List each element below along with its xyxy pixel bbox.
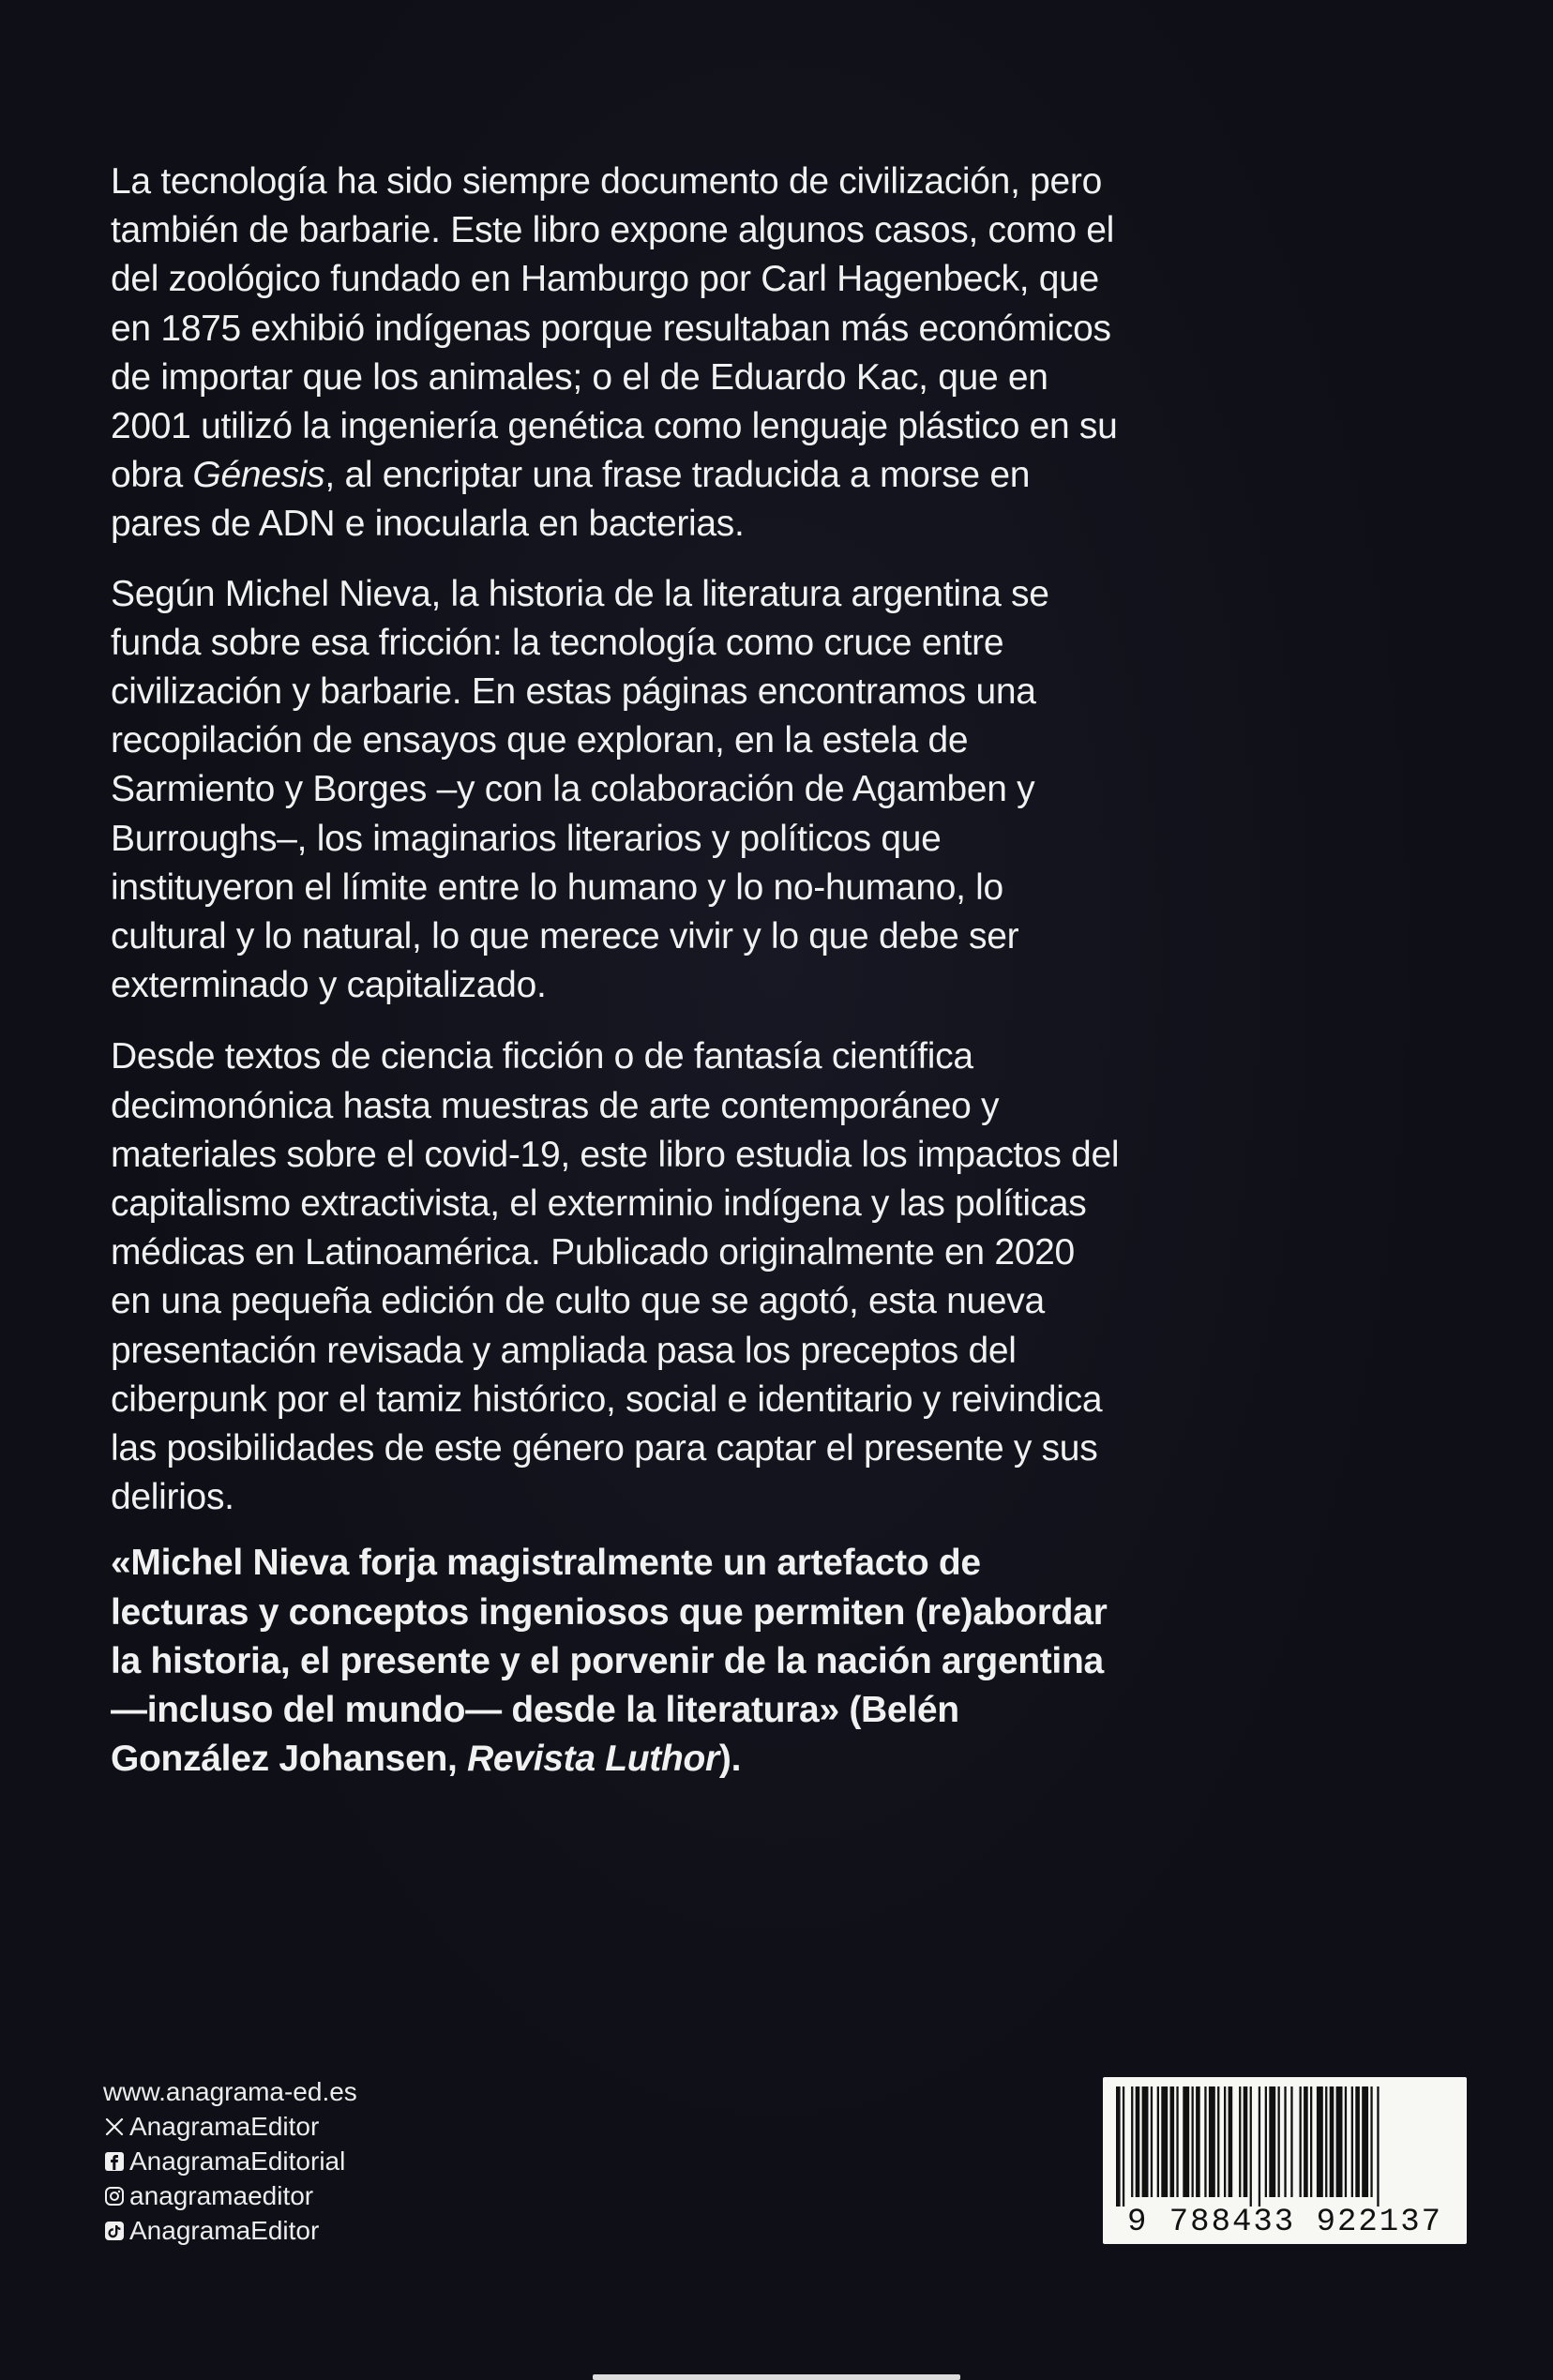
publisher-links (103, 2074, 357, 2248)
barcode-bar (1176, 2086, 1178, 2197)
blurb-paragraph (111, 158, 1123, 550)
barcode-bar (1244, 2086, 1248, 2197)
barcode-bar (1183, 2086, 1189, 2197)
review-quote (111, 1539, 1123, 1784)
barcode-bar (1239, 2086, 1241, 2197)
social-link-tiktok[interactable] (103, 2213, 357, 2248)
barcode-bar (1377, 2086, 1379, 2207)
back-cover-blurb (111, 158, 1123, 1803)
barcode-bar (1157, 2086, 1159, 2197)
barcode-bar (1142, 2086, 1149, 2197)
social-handle[interactable]: AnagramaEditor (129, 2216, 320, 2245)
blurb-paragraph: Desde textos de ciencia ficción o de fantasía científica decimonónica hasta muestras de arte contemporáneo y materiales sobre el covid-19, este libro estudia los impactos del capitalismo extractivista, el exterminio indígena y las políticas médicas en Latinoamérica. Publicado originalmente en 2020 en una pequeña edición de culto que se agotó, esta nueva presentación revisada y ampliada pasa los preceptos del ciberpunk por el tamiz histórico, social e identitario y reivindica las posibilidades de este género para captar el presente y sus delirios. (111, 1036, 1120, 1518)
barcode-bar (1351, 2086, 1353, 2197)
social-link-facebook[interactable] (103, 2144, 357, 2178)
barcode-bar (1151, 2086, 1153, 2197)
quote-text: «Michel Nieva forja magistralmente un artefacto de lecturas y conceptos ingeniosos que permiten (re)abordar la historia, el presente y el porvenir de la nación argentina —incluso del mundo— desde la literatura» (Belén González Johansen, (111, 1543, 1108, 1780)
barcode-bar (1259, 2086, 1260, 2207)
barcode-bar (1116, 2086, 1121, 2207)
barcode-bar (1300, 2086, 1302, 2197)
bottom-edge-mark (593, 2374, 960, 2380)
blurb-paragraph: Según Michel Nieva, la historia de la literatura argentina se funda sobre esa fricción: la tecnología como cruce entre civilización y barbarie. En estas páginas encontramos una recopilación de ensayos que exploran, en la estela de Sarmiento y Borges –y con la colaboración de Agamben y Burroughs–, los imaginarios literarios y políticos que instituyeron el límite entre lo humano y lo no-humano, lo cultural y lo natural, lo que merece vivir y lo que debe ser exterminado y capitalizado. (111, 573, 1049, 1006)
barcode-bar (1209, 2086, 1215, 2197)
barcode-bar (1196, 2086, 1200, 2197)
social-handle[interactable]: AnagramaEditor (129, 2112, 320, 2141)
barcode-bar (1317, 2086, 1323, 2197)
barcode-bar (1161, 2086, 1168, 2197)
barcode-bar (1290, 2086, 1292, 2197)
barcode-bar (1131, 2086, 1133, 2197)
barcode-bar (1204, 2086, 1206, 2197)
publication-title: Revista Luthor (467, 1739, 719, 1780)
tiktok-icon (103, 2220, 126, 2242)
social-handle[interactable]: AnagramaEditorial (129, 2147, 346, 2176)
barcode-bar (1269, 2086, 1275, 2197)
barcode-bar (1325, 2086, 1327, 2197)
barcode-bar (1310, 2086, 1312, 2197)
barcode-bar (1355, 2086, 1360, 2197)
barcode-bar (1362, 2086, 1368, 2197)
barcode-bar (1192, 2086, 1194, 2197)
barcode-bar (1330, 2086, 1334, 2197)
quote-text: ). (718, 1739, 742, 1780)
barcode-bar (1224, 2086, 1226, 2197)
barcode-bar (1229, 2086, 1233, 2197)
paragraph-text: La tecnología ha sido siempre documento de civilización, pero también de barbarie. Este libro expone algunos casos, como el del zoológico fundado en Hamburgo por Carl Hagenbeck, que en 1875 exhibió indígenas porque resultaban más económicos de importar que los animales; o el de Eduardo Kac, que en 2001 utilizó la ingeniería genética como lenguaje plástico en su obra (111, 161, 1118, 496)
instagram-icon (103, 2185, 126, 2207)
website-link[interactable] (103, 2074, 357, 2109)
artwork-title: Génesis (192, 455, 325, 496)
barcode-bars (1103, 2077, 1467, 2218)
paragraph-text: , al encriptar una frase traducida a morse en pares de ADN e inocularla en bacterias. (111, 455, 1031, 545)
social-link-instagram[interactable] (103, 2178, 357, 2213)
isbn-number: 9 788433 922137 (1126, 2205, 1443, 2240)
barcode-bar (1370, 2086, 1372, 2197)
barcode-bar (1284, 2086, 1286, 2197)
isbn-barcode (1103, 2077, 1467, 2244)
barcode-bar (1250, 2086, 1252, 2207)
social-handle[interactable]: anagramaeditor (129, 2181, 314, 2210)
barcode-bar (1217, 2086, 1219, 2197)
barcode-bar (1136, 2086, 1140, 2197)
barcode-bar (1278, 2086, 1280, 2197)
barcode-bar (1336, 2086, 1343, 2197)
social-link-x[interactable] (103, 2109, 357, 2144)
barcode-bar (1345, 2086, 1347, 2197)
x-icon (103, 2116, 126, 2138)
barcode-bar (1304, 2086, 1308, 2197)
barcode-bar (1170, 2086, 1175, 2197)
barcode-bar (1265, 2086, 1267, 2197)
website-url[interactable]: www.anagrama-ed.es (103, 2077, 357, 2106)
facebook-icon (103, 2150, 126, 2173)
barcode-bar (1123, 2086, 1124, 2207)
